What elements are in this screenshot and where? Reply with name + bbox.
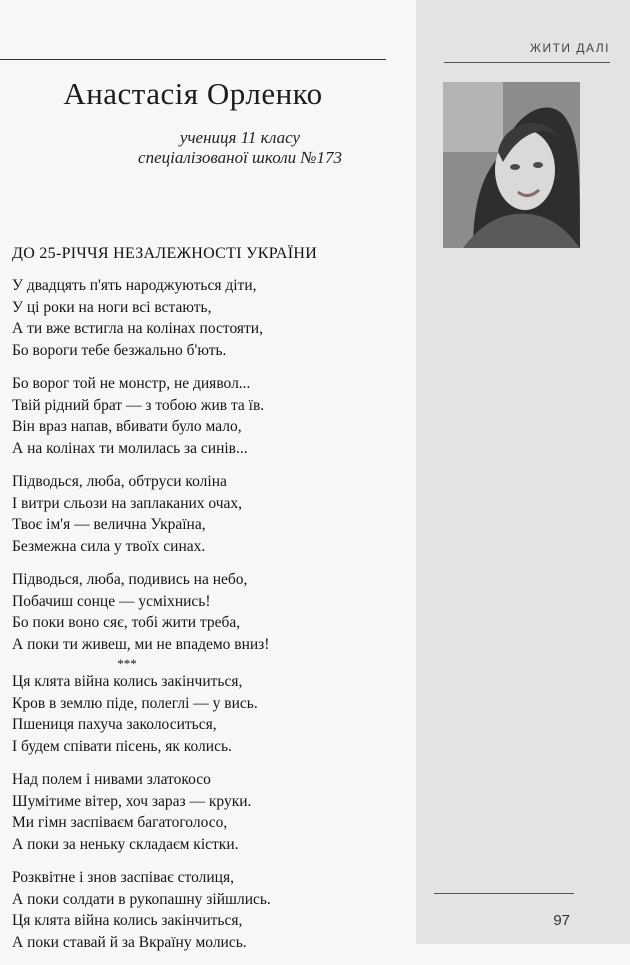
author-subtitle-line-1: учениця 11 класу xyxy=(179,128,301,147)
poem-line: Твоє ім'я — велична Україна, xyxy=(12,516,206,533)
poem-line: А поки за неньку складаєм кістки. xyxy=(12,835,239,853)
poem-line: А поки ти живеш, ми не впадемо вниз! xyxy=(12,635,270,653)
poem-line: Пшениця пахуча заколоситься, xyxy=(12,716,217,733)
poem-line: Ця клята війна колись закінчиться, xyxy=(12,912,243,929)
poem-line: У двадцять п'ять народжуються діти, xyxy=(12,277,257,294)
poem-title: ДО 25-РІЧЧЯ НЕЗАЛЕЖНОСТІ УКРАЇНИ xyxy=(12,245,318,262)
stanza xyxy=(12,373,407,459)
footer-rule xyxy=(434,893,574,894)
poem-line: І будем співати пісень, як колись. xyxy=(12,737,232,755)
poem-line: Підводься, люба, подивись на небо, xyxy=(12,571,248,588)
portrait-image xyxy=(443,82,580,248)
poem-line: Ми гімн заспіваєм багатоголосо, xyxy=(12,814,228,831)
poem-line: А поки солдати в рукопашну зійшлись. xyxy=(12,890,271,908)
author-subtitle xyxy=(90,128,390,168)
poem-line: Він враз напав, вбивати було мало, xyxy=(12,418,242,435)
stanza xyxy=(12,471,407,557)
author-name: Анастасія Орленко xyxy=(63,76,323,111)
poem-line: У ці роки на ноги всі встають, xyxy=(12,298,212,316)
header-rule-left xyxy=(0,59,386,60)
author-photo xyxy=(443,82,580,248)
stanza xyxy=(12,769,407,855)
poem-line: Бо вороги тебе безжально б'ють. xyxy=(12,341,227,359)
poem-line: А поки ставай й за Вкраїну молись. xyxy=(12,933,247,951)
stanza xyxy=(12,671,407,757)
poem-separator: *** xyxy=(117,656,137,671)
poem-line: Шумітиме вітер, хоч зараз — круки. xyxy=(12,792,252,810)
poem-line: Кров в землю піде, полеглі — у вись. xyxy=(12,694,258,712)
poem-line: А ти вже встигла на колінах постояти, xyxy=(12,320,263,337)
section-label: ЖИТИ ДАЛІ xyxy=(529,41,610,55)
poem-line: А на колінах ти молилась за синів... xyxy=(12,439,248,457)
header-rule-right xyxy=(444,62,610,63)
poem-line: Твій рідний брат — з тобою жив та їв. xyxy=(12,396,265,414)
poem-line: Над полем і нивами златокосо xyxy=(12,771,211,788)
poem-line: Безмежна сила у твоїх синах. xyxy=(12,537,206,555)
page-number: 97 xyxy=(553,912,570,929)
poem-line: Ця клята війна колись закінчиться, xyxy=(12,673,243,690)
poem-line: І витри сльози на заплаканих очах, xyxy=(12,494,243,512)
poem-line: Бо ворог той не монстр, не диявол... xyxy=(12,375,251,392)
poem-line: Бо поки воно сяє, тобі жити треба, xyxy=(12,614,241,631)
stanza xyxy=(12,275,407,361)
poem-line: Підводься, люба, обтруси коліна xyxy=(12,473,227,490)
stanza xyxy=(12,569,407,655)
stanza xyxy=(12,867,407,953)
poem-line: Розквітне і знов заспіває столиця, xyxy=(12,869,234,886)
author-subtitle-line-2: спеціалізованої школи №173 xyxy=(138,148,342,167)
poem-line: Побачиш сонце — усміхнись! xyxy=(12,592,211,610)
poem-body xyxy=(12,275,407,965)
